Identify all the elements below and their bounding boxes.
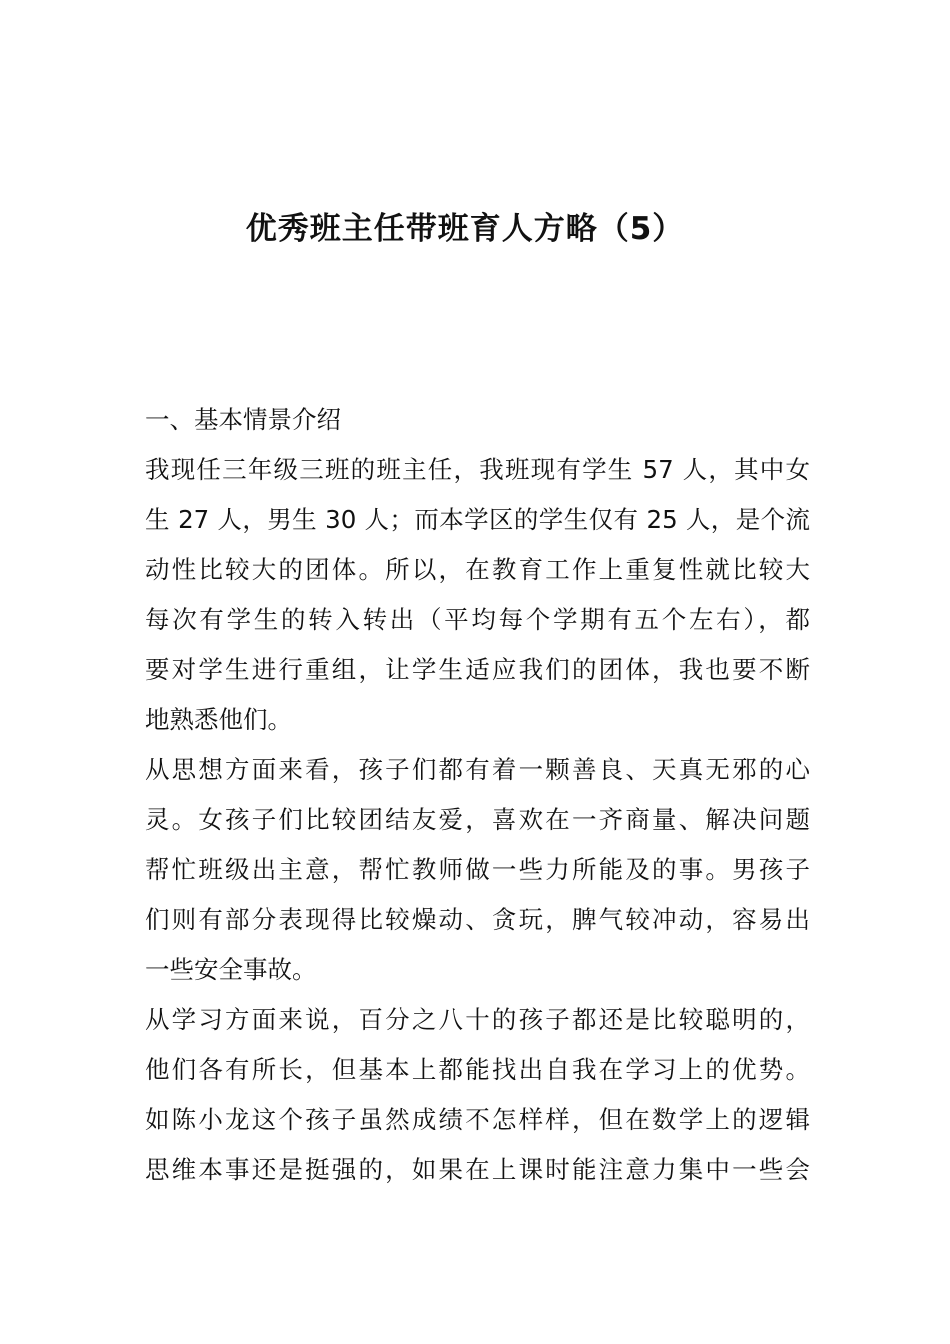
text-line: 每次有学生的转入转出（平均每个学期有五个左右），都 (145, 605, 810, 634)
text-line: 动性比较大的团体。所以，在教育工作上重复性就比较大 (145, 555, 810, 584)
text-line: 生 27 人，男生 30 人；而本学区的学生仅有 25 人，是个流 (145, 505, 810, 534)
text-line: 思维本事还是挺强的，如果在上课时能注意力集中一些会 (145, 1155, 810, 1184)
text-line: 他们各有所长，但基本上都能找出自我在学习上的优势。 (145, 1055, 810, 1084)
text-line: 如陈小龙这个孩子虽然成绩不怎样样，但在数学上的逻辑 (145, 1105, 810, 1134)
document-body (145, 395, 810, 1195)
text-line: 帮忙班级出主意，帮忙教师做一些力所能及的事。男孩子 (145, 855, 810, 884)
text-line: 灵。女孩子们比较团结友爱，喜欢在一齐商量、解决问题 (145, 805, 810, 834)
text-line: 我现任三年级三班的班主任，我班现有学生 57 人，其中女 (145, 455, 810, 484)
text-line: 一些安全事故。 (145, 955, 317, 984)
text-line: 地熟悉他们。 (145, 705, 292, 734)
document-title: 优秀班主任带班育人方略（5） (245, 211, 685, 247)
text-line: 一、基本情景介绍 (145, 405, 341, 434)
text-line: 从思想方面来看，孩子们都有着一颗善良、天真无邪的心 (145, 755, 810, 784)
text-line: 们则有部分表现得比较燥动、贪玩，脾气较冲动，容易出 (145, 905, 810, 934)
text-line: 要对学生进行重组，让学生适应我们的团体，我也要不断 (145, 655, 810, 684)
text-line: 从学习方面来说，百分之八十的孩子都还是比较聪明的， (145, 1005, 810, 1034)
